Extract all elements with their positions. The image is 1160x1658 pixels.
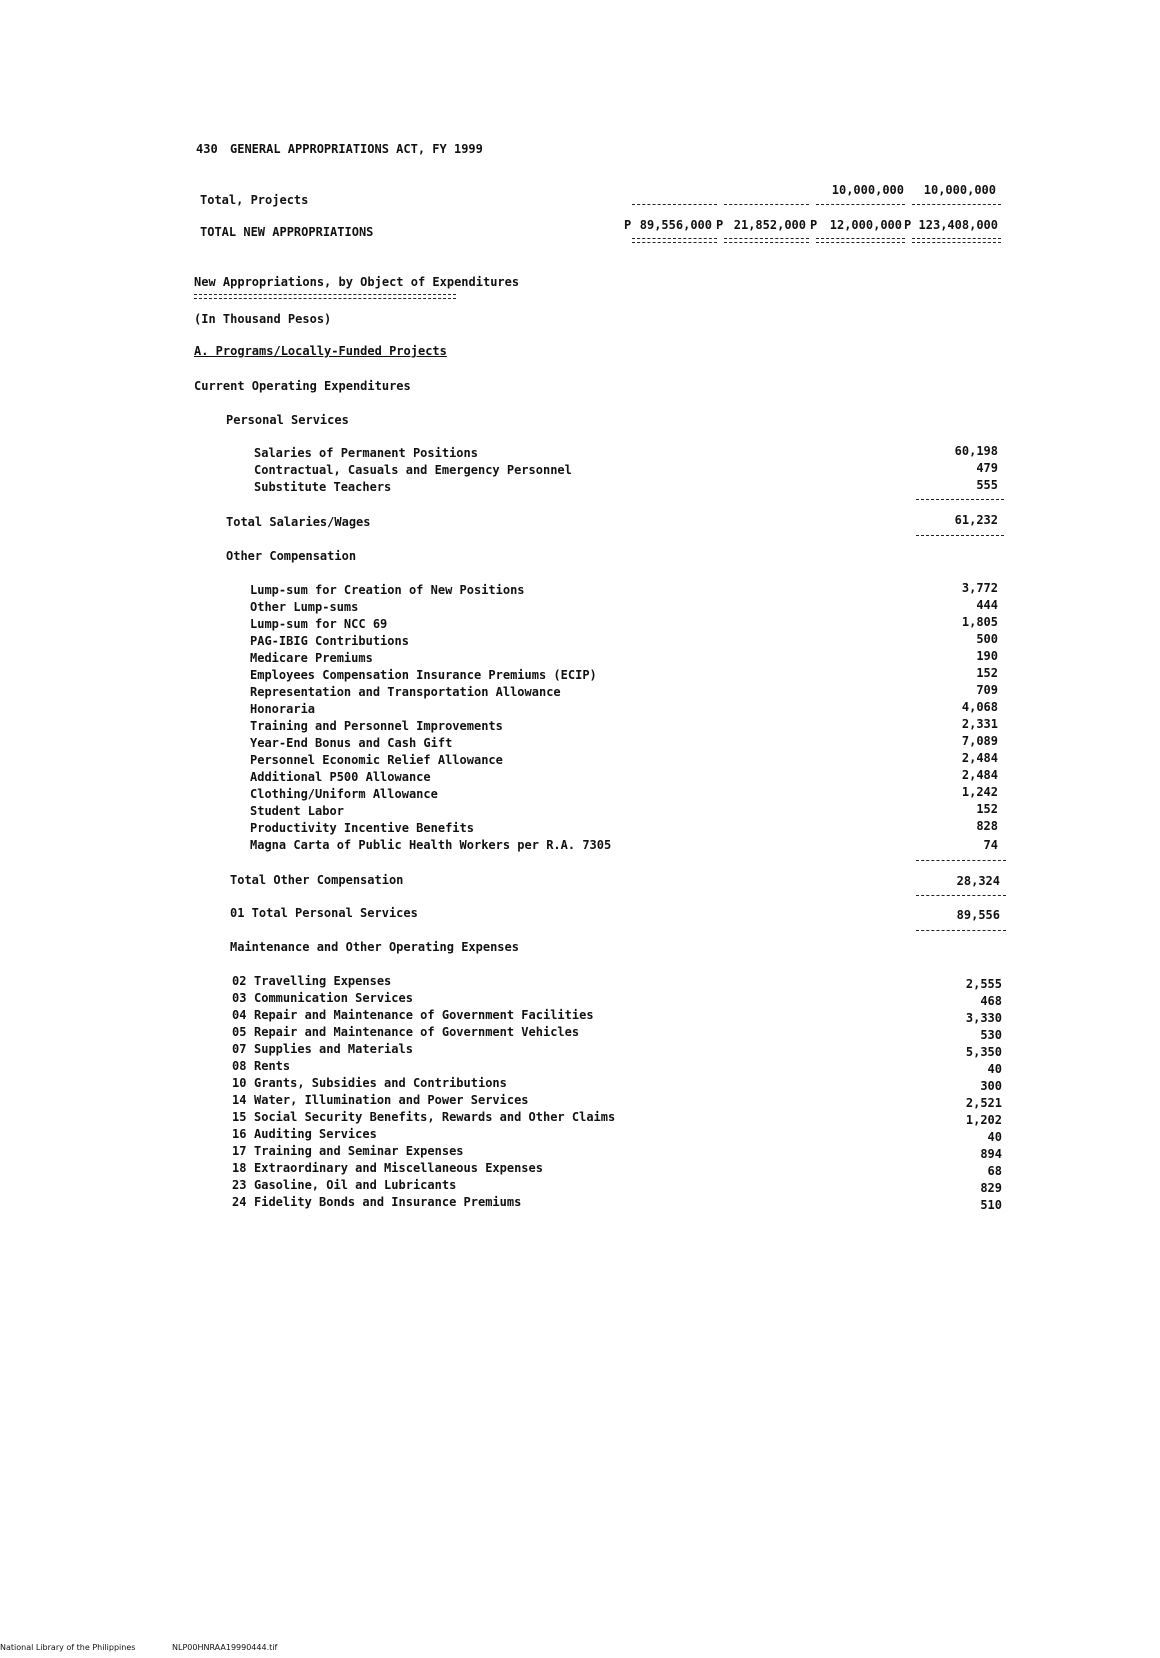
list-item-code: 18 bbox=[232, 1161, 247, 1175]
rule-total-personal bbox=[916, 930, 1006, 931]
list-item-value: 2,484 bbox=[961, 768, 998, 782]
list-item-code: 08 bbox=[232, 1059, 247, 1073]
total-new-col1: 89,556,000 bbox=[639, 218, 712, 232]
list-item-value: 1,805 bbox=[961, 615, 998, 629]
list-item-value: 1,202 bbox=[965, 1113, 1002, 1127]
list-item: Auditing Services bbox=[254, 1127, 377, 1141]
peso-sign-1: P bbox=[624, 218, 632, 232]
list-item: Productivity Incentive Benefits bbox=[250, 821, 474, 835]
total-salaries-value: 61,232 bbox=[954, 513, 998, 527]
total-salaries-label: Total Salaries/Wages bbox=[226, 515, 371, 529]
peso-sign-4: P bbox=[904, 218, 912, 232]
list-item: Repair and Maintenance of Government Vehicles bbox=[254, 1025, 580, 1039]
current-operating-heading: Current Operating Expenditures bbox=[194, 379, 411, 393]
list-item: Repair and Maintenance of Government Facilities bbox=[254, 1008, 594, 1022]
list-item: Fidelity Bonds and Insurance Premiums bbox=[254, 1195, 522, 1209]
section-units: (In Thousand Pesos) bbox=[194, 312, 332, 326]
double-rule-4 bbox=[912, 238, 1001, 243]
list-item: Clothing/Uniform Allowance bbox=[250, 787, 438, 801]
list-item-value: 530 bbox=[980, 1028, 1002, 1042]
total-personal-services-label: 01 Total Personal Services bbox=[230, 906, 418, 920]
list-item-code: 23 bbox=[232, 1178, 247, 1192]
list-item-value: 300 bbox=[980, 1079, 1002, 1093]
list-item-value: 4,068 bbox=[961, 700, 998, 714]
list-item: Lump-sum for NCC 69 bbox=[250, 617, 388, 631]
list-item-value: 152 bbox=[976, 666, 998, 680]
list-item-code: 16 bbox=[232, 1127, 247, 1141]
list-item-value: 152 bbox=[976, 802, 998, 816]
total-other-compensation-value: 28,324 bbox=[956, 874, 1000, 888]
list-item: Medicare Premiums bbox=[250, 651, 373, 665]
footer-file: NLP00HNRAA19990444.tif bbox=[172, 1643, 278, 1652]
total-new-col2: 21,852,000 bbox=[733, 218, 806, 232]
list-item-value: 40 bbox=[987, 1062, 1002, 1076]
list-item: Communication Services bbox=[254, 991, 413, 1005]
list-item: Other Lump-sums bbox=[250, 600, 359, 614]
list-item-code: 04 bbox=[232, 1008, 247, 1022]
rule-other-comp bbox=[916, 860, 1006, 861]
footer-library: National Library of the Philippines bbox=[0, 1643, 136, 1652]
list-item: Training and Personnel Improvements bbox=[250, 719, 503, 733]
list-item-value: 7,089 bbox=[961, 734, 998, 748]
total-projects-label: Total, Projects bbox=[200, 193, 309, 207]
list-item-value: 3,330 bbox=[965, 1011, 1002, 1025]
list-item-code: 07 bbox=[232, 1042, 247, 1056]
double-rule-2 bbox=[724, 238, 809, 243]
list-item-value: 40 bbox=[987, 1130, 1002, 1144]
list-item: Employees Compensation Insurance Premiums (ECIP) bbox=[250, 668, 597, 682]
list-item: Social Security Benefits, Rewards and Other Claims bbox=[254, 1110, 616, 1124]
list-item-value: 444 bbox=[976, 598, 998, 612]
total-new-col3: 12,000,000 bbox=[829, 218, 902, 232]
rule-total-salaries bbox=[916, 535, 1004, 536]
rule-salaries bbox=[916, 499, 1004, 500]
double-rule-3 bbox=[816, 238, 905, 243]
peso-sign-3: P bbox=[810, 218, 818, 232]
section-title: New Appropriations, by Object of Expenditures bbox=[194, 275, 520, 289]
list-item-value: 2,484 bbox=[961, 751, 998, 765]
double-rule-1 bbox=[632, 238, 717, 243]
list-item: Contractual, Casuals and Emergency Personnel bbox=[254, 463, 572, 477]
rule-projects-3 bbox=[816, 204, 905, 205]
list-item: PAG-IBIG Contributions bbox=[250, 634, 409, 648]
list-item: Training and Seminar Expenses bbox=[254, 1144, 464, 1158]
total-projects-col3: 10,000,000 bbox=[831, 183, 904, 197]
list-item: Representation and Transportation Allowance bbox=[250, 685, 561, 699]
list-item-code: 15 bbox=[232, 1110, 247, 1124]
list-item: Gasoline, Oil and Lubricants bbox=[254, 1178, 457, 1192]
list-item: Substitute Teachers bbox=[254, 480, 392, 494]
list-item-code: 17 bbox=[232, 1144, 247, 1158]
list-item: Rents bbox=[254, 1059, 291, 1073]
rule-projects-1 bbox=[632, 204, 717, 205]
list-item: Water, Illumination and Power Services bbox=[254, 1093, 529, 1107]
list-item-value: 2,555 bbox=[965, 977, 1002, 991]
total-new-col4: 123,408,000 bbox=[918, 218, 998, 232]
list-item-value: 60,198 bbox=[954, 444, 998, 458]
list-item-value: 479 bbox=[976, 461, 998, 475]
section-title-underline bbox=[194, 294, 456, 299]
list-item-code: 05 bbox=[232, 1025, 247, 1039]
list-item-value: 74 bbox=[983, 838, 998, 852]
list-item-code: 02 bbox=[232, 974, 247, 988]
list-item: Travelling Expenses bbox=[254, 974, 392, 988]
total-new-appropriations-label: TOTAL NEW APPROPRIATIONS bbox=[200, 225, 374, 239]
list-item: Year-End Bonus and Cash Gift bbox=[250, 736, 453, 750]
mooe-heading: Maintenance and Other Operating Expenses bbox=[230, 940, 519, 954]
list-item-value: 828 bbox=[976, 819, 998, 833]
list-item: Lump-sum for Creation of New Positions bbox=[250, 583, 525, 597]
list-item-value: 190 bbox=[976, 649, 998, 663]
rule-total-other-comp bbox=[916, 895, 1006, 896]
list-item-value: 5,350 bbox=[965, 1045, 1002, 1059]
total-projects-col4: 10,000,000 bbox=[923, 183, 996, 197]
page-number: 430 bbox=[196, 142, 218, 156]
list-item: Honoraria bbox=[250, 702, 316, 716]
list-item: Extraordinary and Miscellaneous Expenses bbox=[254, 1161, 543, 1175]
list-item-code: 03 bbox=[232, 991, 247, 1005]
other-compensation-heading: Other Compensation bbox=[226, 549, 357, 563]
list-item-value: 2,521 bbox=[965, 1096, 1002, 1110]
list-item: Magna Carta of Public Health Workers per R.A. 7305 bbox=[250, 838, 612, 852]
list-item-value: 555 bbox=[976, 478, 998, 492]
rule-projects-4 bbox=[912, 204, 1001, 205]
list-item: Student Labor bbox=[250, 804, 344, 818]
peso-sign-2: P bbox=[716, 218, 724, 232]
list-item: Personnel Economic Relief Allowance bbox=[250, 753, 503, 767]
list-item-value: 894 bbox=[980, 1147, 1002, 1161]
total-personal-services-value: 89,556 bbox=[956, 908, 1000, 922]
list-item-value: 829 bbox=[980, 1181, 1002, 1195]
page-title: GENERAL APPROPRIATIONS ACT, FY 1999 bbox=[230, 142, 483, 156]
list-item: Additional P500 Allowance bbox=[250, 770, 431, 784]
list-item-value: 2,331 bbox=[961, 717, 998, 731]
personal-services-heading: Personal Services bbox=[226, 413, 349, 427]
list-item-code: 24 bbox=[232, 1195, 247, 1209]
list-item-value: 709 bbox=[976, 683, 998, 697]
list-item-code: 10 bbox=[232, 1076, 247, 1090]
list-item-value: 1,242 bbox=[961, 785, 998, 799]
list-item: Grants, Subsidies and Contributions bbox=[254, 1076, 507, 1090]
list-item-value: 510 bbox=[980, 1198, 1002, 1212]
list-item: Supplies and Materials bbox=[254, 1042, 413, 1056]
list-item-value: 68 bbox=[987, 1164, 1002, 1178]
list-item-value: 3,772 bbox=[961, 581, 998, 595]
total-other-compensation-label: Total Other Compensation bbox=[230, 873, 404, 887]
list-item-value: 468 bbox=[980, 994, 1002, 1008]
program-heading: A. Programs/Locally-Funded Projects bbox=[194, 344, 447, 358]
rule-projects-2 bbox=[724, 204, 809, 205]
list-item-value: 500 bbox=[976, 632, 998, 646]
list-item-code: 14 bbox=[232, 1093, 247, 1107]
list-item: Salaries of Permanent Positions bbox=[254, 446, 478, 460]
